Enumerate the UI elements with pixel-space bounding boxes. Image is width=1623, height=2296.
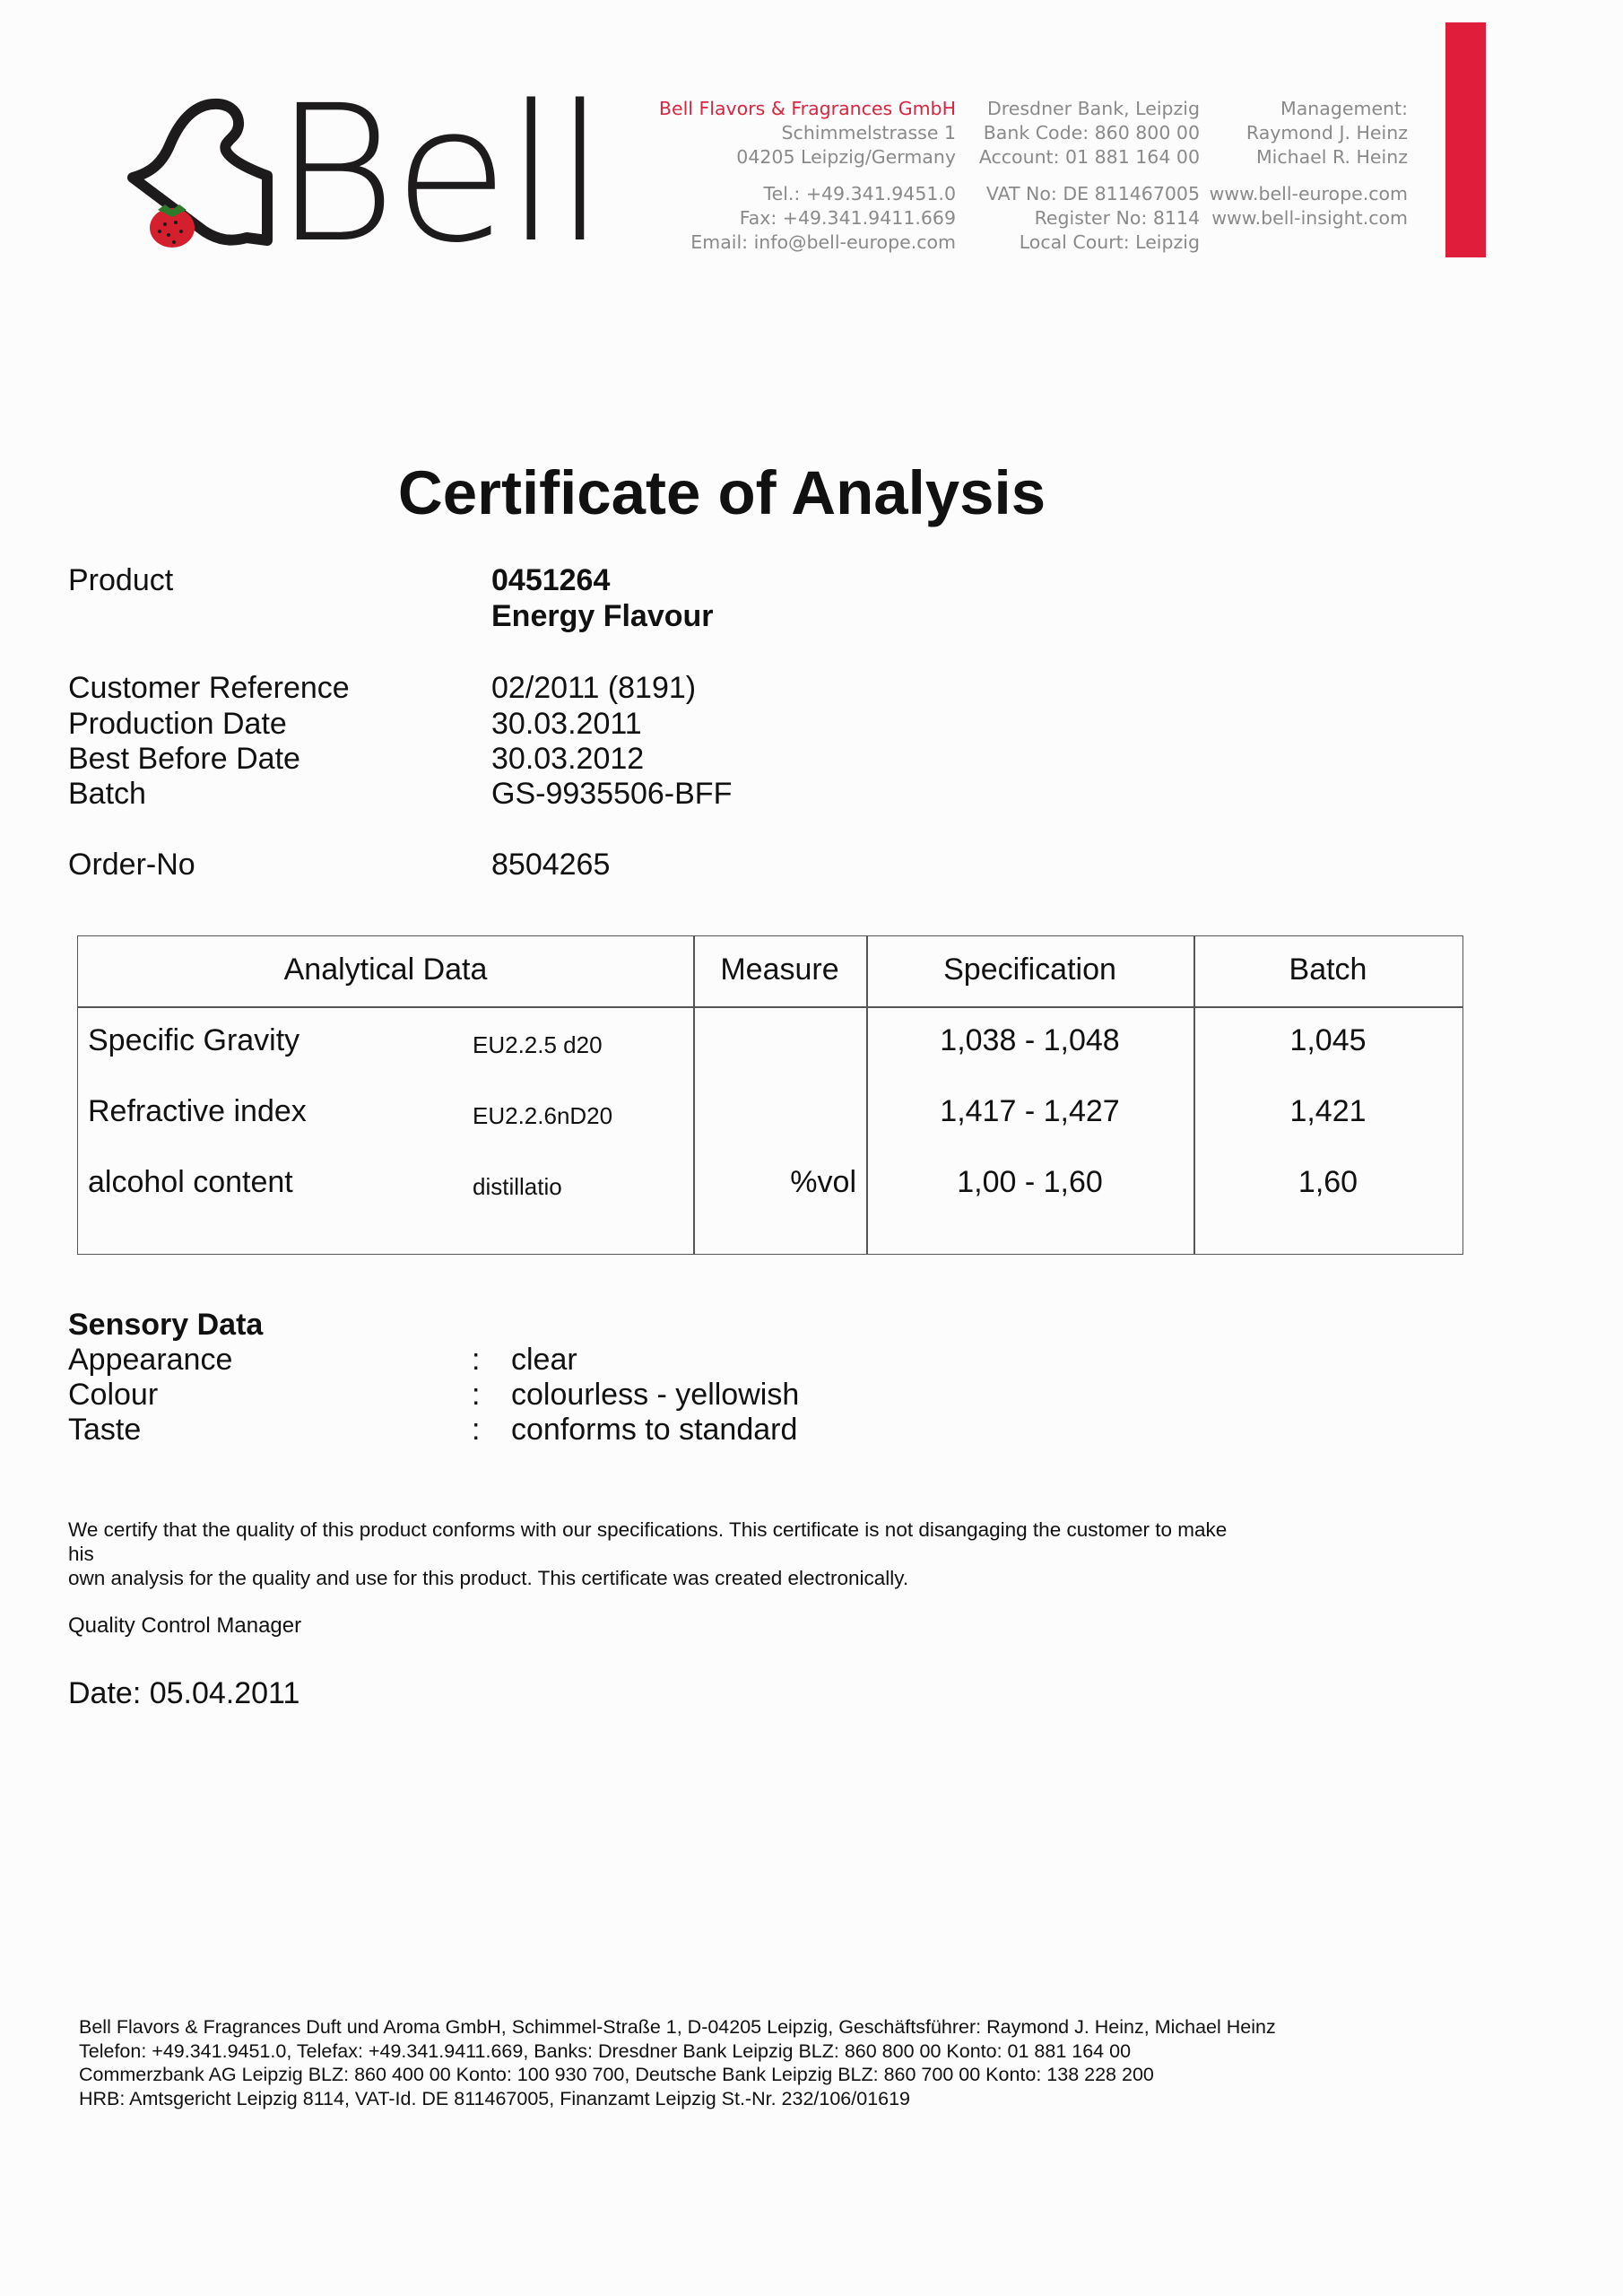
row-alcohol-content-batch: 1,60 xyxy=(1298,1165,1358,1199)
colour-colon: : xyxy=(472,1378,481,1412)
brand-red-bar xyxy=(1445,22,1486,257)
order-number-label: Order-No xyxy=(68,848,195,882)
company-fax: Fax: +49.341.9411.669 xyxy=(739,207,956,229)
analysis-table xyxy=(77,935,1463,1255)
document-title: Certificate of Analysis xyxy=(397,458,1046,527)
footer-line-4: HRB: Amtsgericht Leipzig 8114, VAT-Id. DE 811467005, Finanzamt Leipzig St.-Nr. 232/106/01619 xyxy=(79,2087,911,2109)
header-specification: Specification xyxy=(943,952,1116,987)
footer-line-2: Telefon: +49.341.9451.0, Telefax: +49.341.9411.669, Banks: Dresdner Bank Leipzig BLZ: 860 800 00 Konto: 01 881 164 00 xyxy=(79,2039,1132,2062)
row-refractive-index-spec: 1,417 - 1,427 xyxy=(940,1094,1120,1128)
row-alcohol-content-measure: %vol xyxy=(790,1165,856,1199)
batch-value: GS-9935506-BFF xyxy=(491,777,733,811)
company-tel: Tel.: +49.341.9451.0 xyxy=(763,183,956,204)
vat-number: VAT No: DE 811467005 xyxy=(985,183,1200,204)
row-alcohol-content-spec: 1,00 - 1,60 xyxy=(957,1165,1103,1199)
website-2: www.bell-insight.com xyxy=(1211,207,1408,229)
row-specific-gravity-spec: 1,038 - 1,048 xyxy=(940,1023,1120,1057)
company-name: Bell Flavors & Fragrances GmbH xyxy=(658,98,956,119)
footer-line-3: Commerzbank AG Leipzig BLZ: 860 400 00 Konto: 100 930 700, Deutsche Bank Leipzig BLZ: 860 700 00 Konto: 138 228 200 xyxy=(79,2064,1154,2085)
company-logo xyxy=(126,65,603,284)
register-number: Register No: 8114 xyxy=(1034,207,1200,229)
footer-line-1: Bell Flavors & Fragrances Duft und Aroma GmbH, Schimmel-Straße 1, D-04205 Leipzig, Geschäftsführer: Raymond J. Heinz, Michael Heinz xyxy=(79,2016,1276,2038)
sensory-heading: Sensory Data xyxy=(68,1308,264,1342)
issue-date: Date: 05.04.2011 xyxy=(68,1676,300,1710)
website-1: www.bell-europe.com xyxy=(1209,183,1408,204)
best-before-date-value: 30.03.2012 xyxy=(491,742,645,776)
row-alcohol-content-method: distillatio xyxy=(473,1173,562,1200)
appearance-colon: : xyxy=(472,1343,481,1377)
company-city: 04205 Leipzig/Germany xyxy=(736,146,956,168)
row-specific-gravity-method: EU2.2.5 d20 xyxy=(473,1031,603,1058)
certification-text xyxy=(68,1518,1252,1590)
company-email: Email: info@bell-europe.com xyxy=(690,231,956,253)
row-refractive-index-batch: 1,421 xyxy=(1289,1094,1367,1128)
strawberry-icon xyxy=(150,204,195,248)
product-label: Product xyxy=(68,563,174,597)
colour-value: colourless - yellowish xyxy=(511,1378,800,1412)
appearance-value: clear xyxy=(511,1343,577,1377)
local-court: Local Court: Leipzig xyxy=(1019,231,1200,253)
customer-reference-value: 02/2011 (8191) xyxy=(491,671,697,705)
product-code: 0451264 xyxy=(491,563,611,597)
certification-line-2: own analysis for the quality and use for this product. This certificate was created electronically. xyxy=(68,1567,909,1589)
manager-2: Michael R. Heinz xyxy=(1255,146,1408,168)
logo-wordmark: Bell xyxy=(273,65,603,284)
batch-label: Batch xyxy=(68,777,146,811)
bank-code: Bank Code: 860 800 00 xyxy=(983,122,1200,144)
bank-account: Account: 01 881 164 00 xyxy=(978,146,1200,168)
header-batch: Batch xyxy=(1289,952,1367,987)
row-specific-gravity-name: Specific Gravity xyxy=(88,1023,300,1057)
row-alcohol-content-name: alcohol content xyxy=(88,1165,293,1199)
management-label: Management: xyxy=(1280,98,1408,119)
company-address xyxy=(659,97,956,255)
production-date-label: Production Date xyxy=(68,707,287,741)
row-refractive-index-name: Refractive index xyxy=(88,1094,307,1128)
row-refractive-index-method: EU2.2.6nD20 xyxy=(473,1102,613,1129)
taste-value: conforms to standard xyxy=(511,1413,798,1447)
header-analytical-data: Analytical Data xyxy=(283,952,488,987)
certification-line-1: We certify that the quality of this product conforms with our specifications. This certificate is not disangaging the customer to make his xyxy=(68,1518,1228,1565)
taste-colon: : xyxy=(472,1413,481,1447)
header-measure: Measure xyxy=(720,952,839,987)
manager-1: Raymond J. Heinz xyxy=(1245,122,1408,144)
colour-label: Colour xyxy=(68,1378,159,1412)
appearance-label: Appearance xyxy=(68,1343,233,1377)
footer xyxy=(79,2015,1276,2110)
best-before-date-label: Best Before Date xyxy=(68,742,300,776)
management-details xyxy=(1210,97,1408,230)
bank-details xyxy=(979,97,1200,255)
company-street: Schimmelstrasse 1 xyxy=(781,122,956,144)
signatory: Quality Control Manager xyxy=(68,1613,302,1638)
production-date-value: 30.03.2011 xyxy=(491,707,642,741)
row-specific-gravity-batch: 1,045 xyxy=(1289,1023,1367,1057)
customer-reference-label: Customer Reference xyxy=(68,671,350,705)
product-name: Energy Flavour xyxy=(491,599,714,633)
taste-label: Taste xyxy=(68,1413,142,1447)
bank-name: Dresdner Bank, Leipzig xyxy=(987,98,1200,119)
order-number-value: 8504265 xyxy=(491,848,611,882)
